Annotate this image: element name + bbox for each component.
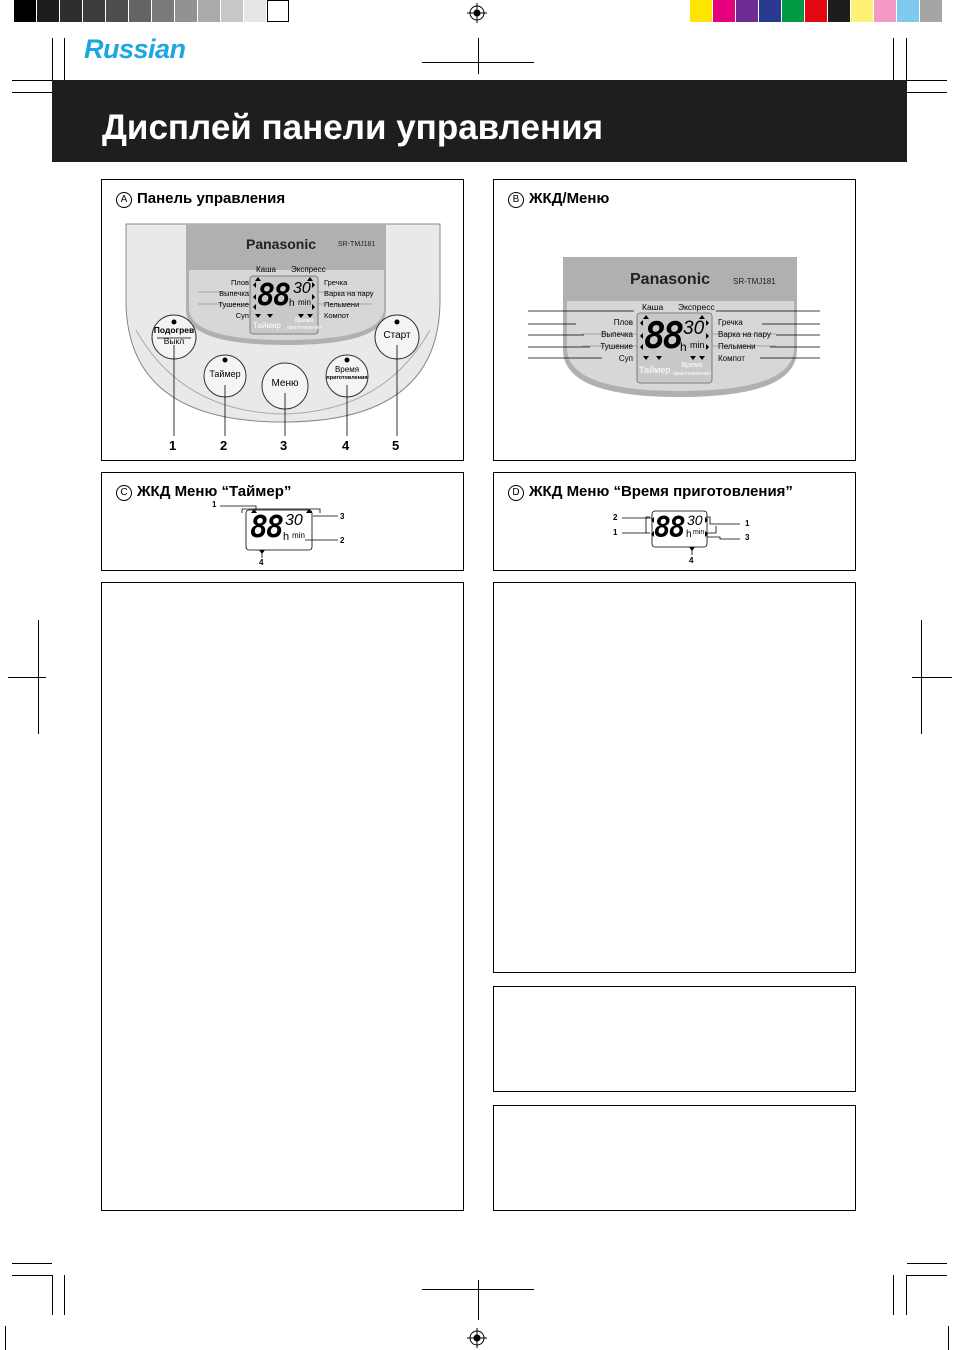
timer-button[interactable]: Таймер — [209, 369, 241, 379]
section-a-title: A Панель управления — [116, 190, 285, 208]
grayscale-bar — [14, 0, 290, 22]
display-minutes: 30 — [293, 280, 311, 297]
label-kompot: Компот — [324, 311, 350, 320]
callout-4: 4 — [342, 438, 350, 453]
cook-unit-h: h — [686, 529, 692, 540]
label-express: Экспресс — [291, 265, 326, 274]
timer-unit-min: min — [292, 531, 305, 540]
callout-3: 3 — [280, 438, 288, 453]
off-label: Выкл — [163, 336, 185, 346]
cook-callout-1-right: 1 — [745, 519, 750, 528]
description-box-right-bottom — [493, 1105, 856, 1211]
label-pelmeni: Пельмени — [324, 300, 360, 309]
graybar-swatch-5 — [129, 0, 152, 22]
section-letter-c: C — [116, 485, 132, 501]
lcd-display-minutes: 30 — [683, 318, 705, 339]
control-panel-illustration — [102, 180, 463, 460]
graybar-swatch-0 — [14, 0, 37, 22]
panel-brand: Panasonic — [246, 236, 317, 252]
lcd-left-labels: Плов Выпечка Тушение Суп — [600, 318, 633, 363]
right-labels — [324, 277, 374, 321]
lcd-label-timer: Таймер — [639, 365, 671, 375]
cook-callout-1-left: 1 — [613, 528, 618, 537]
cook-callout-3: 3 — [745, 533, 750, 542]
cook-callout-4: 4 — [689, 556, 694, 565]
colorbar-swatch-10 — [920, 0, 943, 22]
label-kasha: Каша — [256, 265, 276, 274]
lcd-unit-min: min — [690, 340, 705, 350]
lcd-unit-h: h — [680, 340, 687, 354]
cook-display-minutes: 30 — [687, 512, 703, 528]
display-digits: 88 — [257, 278, 290, 313]
description-box-right-top — [493, 582, 856, 973]
colorbar-swatch-1 — [713, 0, 736, 22]
graybar-swatch-1 — [37, 0, 60, 22]
callout-2: 2 — [220, 438, 228, 453]
timer-callout-1: 1 — [212, 500, 217, 509]
colorbar-swatch-4 — [782, 0, 805, 22]
callout-5: 5 — [392, 438, 400, 453]
panel-model: SR-TMJ181 — [338, 241, 376, 248]
lcd-label-express: Экспресс — [678, 302, 715, 312]
warm-off-button[interactable] — [152, 325, 196, 347]
section-c-title: C ЖКД Меню “Таймер” — [116, 483, 291, 501]
section-b-lcd-menu — [493, 179, 856, 461]
colorbar-swatch-5 — [805, 0, 828, 22]
label-cook-time-display: Время приготовления — [286, 318, 322, 331]
timer-display-digits: 88 — [250, 510, 283, 545]
label-plov: Плов — [230, 278, 249, 287]
lcd-label-kasha: Каша — [642, 302, 664, 312]
graybar-swatch-10 — [244, 0, 267, 22]
lcd-display-digits: 88 — [644, 316, 682, 357]
section-c-timer-lcd — [101, 472, 464, 571]
registration-mark-top — [467, 3, 487, 23]
cook-display-digits: 88 — [654, 511, 684, 544]
colorbar-swatch-6 — [828, 0, 851, 22]
language-label: Russian — [84, 34, 186, 64]
description-box-left — [101, 582, 464, 1211]
timer-unit-h: h — [283, 531, 290, 543]
callout-1: 1 — [169, 438, 177, 453]
lcd-right-labels: Гречка Варка на пару Пельмени Компот — [718, 318, 771, 363]
section-b-title: B ЖКД/Меню — [508, 190, 609, 208]
section-d-title: D ЖКД Меню “Время приготовления” — [508, 483, 793, 501]
menu-button[interactable]: Меню — [271, 378, 299, 389]
graybar-swatch-4 — [106, 0, 129, 22]
graybar-swatch-9 — [221, 0, 244, 22]
start-button[interactable]: Старт — [383, 330, 411, 341]
display-unit-h: h — [289, 298, 295, 309]
timer-callout-2: 2 — [340, 536, 345, 545]
section-a-control-panel — [101, 179, 464, 461]
graybar-swatch-3 — [83, 0, 106, 22]
warm-label: Подогрев — [153, 325, 195, 335]
graybar-swatch-2 — [60, 0, 83, 22]
left-labels — [206, 277, 249, 321]
color-bar — [690, 0, 943, 22]
label-sup: Суп — [235, 311, 249, 320]
section-letter-b: B — [508, 192, 524, 208]
display-unit-min: min — [298, 298, 311, 307]
cook-callout-2: 2 — [613, 513, 618, 522]
colorbar-swatch-2 — [736, 0, 759, 22]
section-d-cook-time-lcd — [493, 472, 856, 571]
label-steam: Варка на пару — [324, 289, 374, 298]
registration-mark-bottom — [467, 1328, 487, 1348]
label-timer-display: Таймер — [253, 321, 281, 330]
graybar-swatch-11 — [267, 0, 290, 22]
graybar-swatch-8 — [198, 0, 221, 22]
lcd-brand: Panasonic — [630, 271, 711, 288]
timer-callout-3: 3 — [340, 512, 345, 521]
cook-time-button[interactable]: Время приготовления — [326, 365, 368, 381]
label-grechka: Гречка — [324, 278, 348, 287]
timer-callout-4: 4 — [259, 558, 264, 567]
lcd-model: SR-TMJ181 — [733, 277, 776, 286]
timer-display-minutes: 30 — [285, 512, 303, 529]
cook-unit-min: min — [693, 529, 705, 536]
colorbar-swatch-8 — [874, 0, 897, 22]
section-letter-d: D — [508, 485, 524, 501]
colorbar-swatch-3 — [759, 0, 782, 22]
graybar-swatch-6 — [152, 0, 175, 22]
lcd-label-cook-time: Время приготовления — [673, 362, 711, 377]
label-tushenie: Тушение — [218, 300, 249, 309]
graybar-swatch-7 — [175, 0, 198, 22]
colorbar-swatch-9 — [897, 0, 920, 22]
timer-lcd-illustration — [102, 473, 463, 570]
label-vypechka: Выпечка — [219, 289, 249, 298]
colorbar-swatch-0 — [690, 0, 713, 22]
description-box-right-middle — [493, 986, 856, 1092]
page-title: Дисплей панели управления — [102, 108, 604, 147]
colorbar-swatch-7 — [851, 0, 874, 22]
section-letter-a: A — [116, 192, 132, 208]
